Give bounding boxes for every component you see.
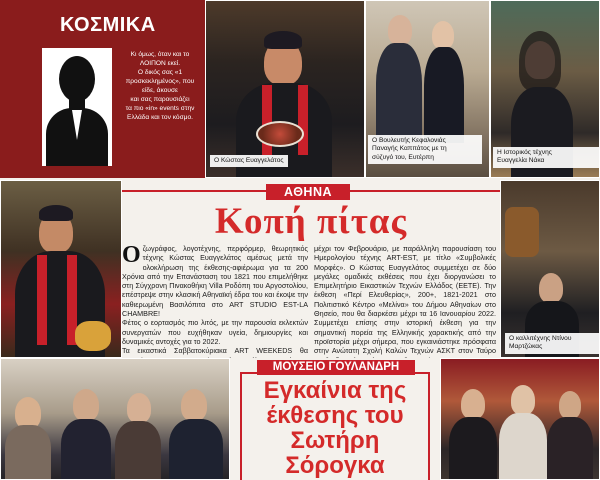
photo-evangelatos-glass [0,180,122,358]
section-title: ΚΟΣΜΙΚΑ [60,14,156,36]
photo-evangelatos-cake [205,0,365,178]
photo-museum-group [0,358,230,480]
museum-title: Εγκαίνια της έκθεσης του Σωτήρη Σόρογκα [263,377,407,479]
header-intro-text: Κι όμως, όταν και το ΛΟΙΠΟΝ εκεί. Ο δικός σας «1 προσκεκλημένος», που είδε, άκουσε και σας παρουσιάζει τα πιο «in» events στην Ελλάδα και τον κόσμο. [125,51,195,121]
photo-naka [490,0,600,178]
article-column-1 [122,244,308,374]
photo-kappatos-couple [365,0,490,178]
photo-caption: Ο Κώστας Ευαγγελάτος [210,155,288,167]
article-column-2 [314,244,496,365]
photo-museum-women [440,358,600,480]
fruit-bowl-image [75,321,111,351]
photo-caption: Ο Βουλευτής Κεφαλονιάς Παναγής Καππάτος με τη σύζυγό του, Ευτέρπη [368,135,482,164]
photo-martzokas [500,180,600,358]
museum-section [230,358,440,480]
article-paragraph: Φέτος ο εορτασμός πιο λιτός, με την παρουσία εκλεκτών συνεργατών που ευχήθηκαν υγεία, δημιουργίες και δυναμικές αντοχές για το 2022. [122,318,308,346]
cake-image [256,121,304,147]
anonymous-silhouette-icon [42,48,112,166]
dropcap: Ο [122,242,141,268]
article-paragraph: μέχρι τον Φεβρουάριο, με παράλληλη παρουσίαση του Ημερολογίου τέχνης ART-EST, με τίτλο «Συμβολικές Μορφές». Ο Κώστας Ευαγγελάτος συμμετέχει σε δύο μεγάλες ομαδικές εκθέσεις που έχει διοργανώσει το Επιμελητήριο Εικαστικών Τεχνών Ελλάδος (ΕΕΤΕ). Την έκθεση «Περί Ελευθερίας», 200+, 1821-2021 στο Πολιτιστικό Κέντρο «Μελίνα» του Δήμου Αθηναίων στο Θησείο, που θα διαρκέσει μέχρι τα 16 Ιανουαρίου 2022. Συμμετέχει επίσης στην ιστορική έκθεση για την σημαντική πορεία της Ελληνικής χαρακτικής από την προϊστορία μέχρι σήμερα, που εγκαινιάστηκε πρόσφατα στην Ανώτατη Σχολή Καλών Τεχνών ΑΣΚΤ στον Ταύρο [314,244,496,356]
article-paragraph: Τα εικαστικά Σαββατοκύριακα ART WEEKEDS θα [122,346,308,356]
museum-label: ΜΟΥΣΕΙΟ ΓΟΥΛΑΝΔΡΗ [257,360,415,375]
article-paragraph: Οζωγράφος, λογοτέχνης, περφόρμερ, θεωρητικός τέχνης Κώστας Ευαγγελάτος αμέσως μετά την ολοκλήρωση της έκθεσης-αφιέρωμα για τα 200 Χρόνια από την Επανάσταση του 1821 που επιμελήθηκε στη Σύγχρονη Πινακοθήκη Villa Ροδόπη του Αργοστολίου, επέστρεψε στην κλασική Αθηναϊκή έδρα του και έκοψε την καθιερωμένη Βασιλόπιτα στο ART STUDIO EST-LA CHAMBRE! [122,242,308,319]
painting-image [505,207,539,257]
section-label: ΑΘΗΝΑ [266,184,350,200]
photo-caption: Ο καλλιτέχνης Ντίνου Μαρτζώκας [505,333,599,354]
section-header-box [0,0,205,178]
photo-caption: Η Ιστορικός τέχνης Ευαγγελία Νάκα [493,147,599,168]
article-title: Κοπή πίτας [214,201,408,242]
